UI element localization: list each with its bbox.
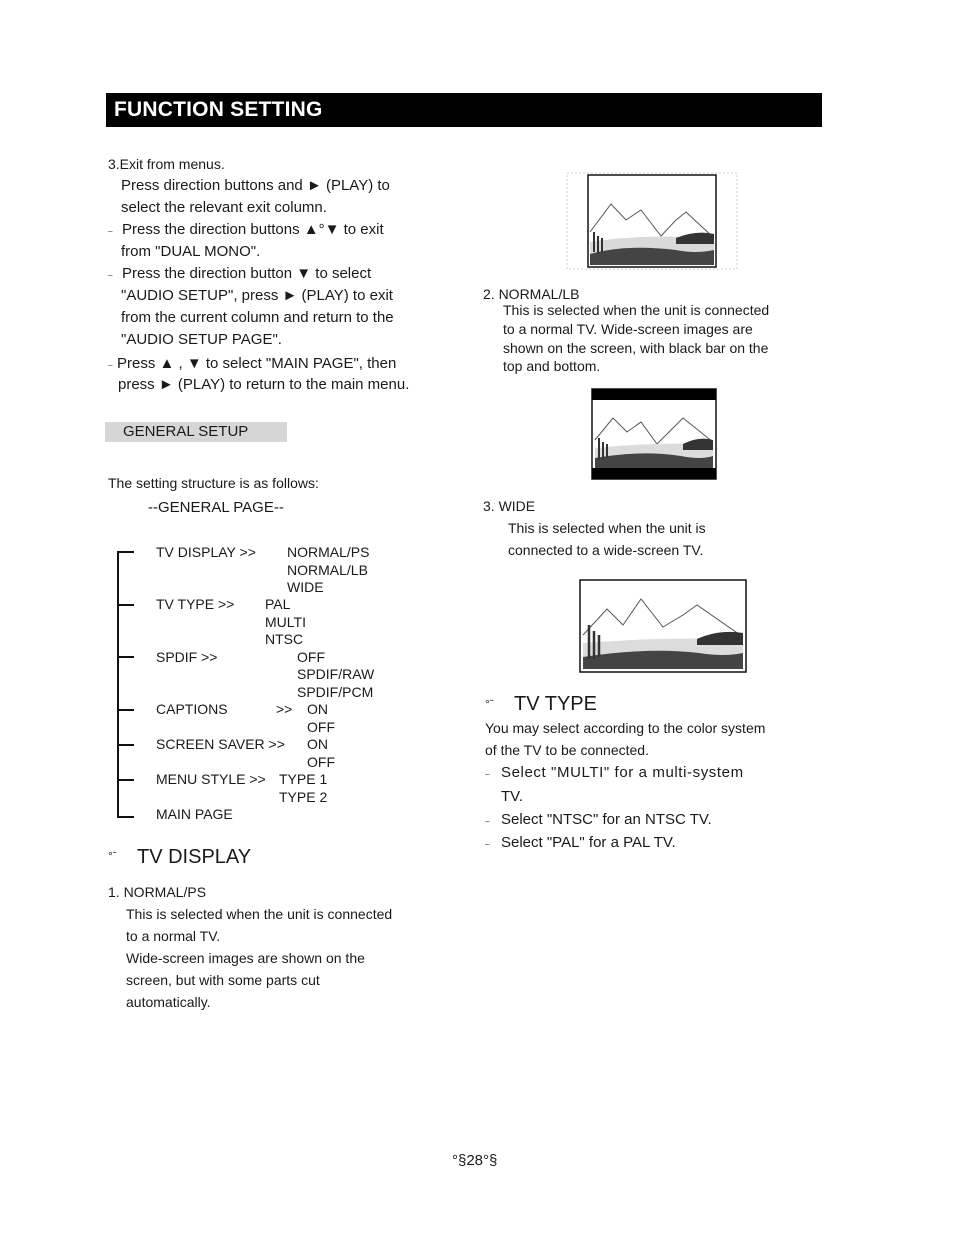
tree-option: OFF bbox=[307, 719, 335, 735]
heading-marker: °ˉ bbox=[108, 849, 117, 863]
bullet-marker: ˗ bbox=[108, 355, 113, 371]
normal-ps-line: screen, but with some parts cut bbox=[126, 972, 320, 988]
tv-display-heading: TV DISPLAY bbox=[137, 846, 252, 868]
normal-ps-line: to a normal TV. bbox=[126, 928, 221, 944]
tv-type-line: You may select according to the color system bbox=[485, 720, 766, 736]
tree-item-spdif: SPDIF >> bbox=[156, 649, 218, 665]
tree-item-captions: CAPTIONS bbox=[156, 701, 228, 717]
tree-branch bbox=[117, 656, 134, 658]
normal-ps-illustration bbox=[566, 172, 738, 270]
tv-type-bullet-ntsc: Select "NTSC" for an NTSC TV. bbox=[501, 811, 712, 828]
section-title-banner bbox=[106, 93, 822, 127]
exit-line-2: select the relevant exit column. bbox=[121, 199, 327, 216]
tree-option: NORMAL/PS bbox=[287, 544, 370, 560]
structure-intro: The setting structure is as follows: bbox=[108, 475, 319, 491]
tree-option: OFF bbox=[297, 649, 325, 665]
tree-item-screen-saver: SCREEN SAVER >> bbox=[156, 736, 285, 752]
tree-option: PAL bbox=[265, 596, 291, 612]
bullet-marker: ˗ bbox=[485, 764, 490, 780]
normal-lb-illustration bbox=[591, 388, 717, 480]
tree-item-tv-type: TV TYPE >> bbox=[156, 596, 235, 612]
bullet-marker: ˗ bbox=[108, 265, 113, 281]
page-number: °§28°§ bbox=[452, 1152, 498, 1169]
tree-option: NTSC bbox=[265, 631, 304, 647]
bullet-1-line-2: from "DUAL MONO". bbox=[121, 243, 261, 260]
tv-type-heading: TV TYPE bbox=[514, 693, 597, 715]
bullet-2-line-1: Press the direction button ▼ to select bbox=[122, 265, 372, 282]
tv-type-bullet-multi-cont: TV. bbox=[501, 788, 523, 805]
tree-branch bbox=[117, 551, 134, 553]
general-setup-label: GENERAL SETUP bbox=[123, 423, 249, 440]
tree-option: ON bbox=[307, 736, 328, 752]
wide-line: This is selected when the unit is bbox=[508, 520, 706, 536]
tree-option: TYPE 2 bbox=[279, 789, 328, 805]
bullet-2-line-3: from the current column and return to the bbox=[121, 309, 394, 326]
bullet-marker: ˗ bbox=[485, 834, 490, 850]
bullet-marker: ˗ bbox=[485, 811, 490, 827]
tree-branch bbox=[117, 779, 134, 781]
tree-branch bbox=[117, 604, 134, 606]
tree-option: SPDIF/RAW bbox=[297, 666, 375, 682]
normal-lb-line: top and bottom. bbox=[503, 358, 601, 374]
exit-step-title: 3.Exit from menus. bbox=[108, 156, 225, 172]
normal-lb-title: 2. NORMAL/LB bbox=[483, 286, 580, 302]
tree-item-tv-display: TV DISPLAY >> bbox=[156, 544, 256, 560]
heading-marker: °ˉ bbox=[485, 697, 494, 711]
tree-option: MULTI bbox=[265, 614, 306, 630]
tree-arrow: >> bbox=[276, 701, 293, 717]
tree-item-menu-style: MENU STYLE >> bbox=[156, 771, 266, 787]
tree-trunk bbox=[117, 551, 119, 818]
normal-ps-line: automatically. bbox=[126, 994, 211, 1010]
bullet-marker: ˗ bbox=[108, 221, 113, 237]
tree-option: WIDE bbox=[287, 579, 324, 595]
tree-option: OFF bbox=[307, 754, 335, 770]
tree-branch bbox=[117, 816, 134, 818]
bullet-1-line-1: Press the direction buttons ▲°▼ to exit bbox=[122, 221, 384, 238]
tv-type-bullet-multi: Select "MULTI" for a multi-system bbox=[501, 764, 744, 781]
normal-lb-line: This is selected when the unit is connected bbox=[503, 302, 770, 318]
normal-ps-title: 1. NORMAL/PS bbox=[108, 884, 207, 900]
bullet-2-line-2: "AUDIO SETUP", press ► (PLAY) to exit bbox=[121, 287, 393, 304]
tree-branch bbox=[117, 744, 134, 746]
tree-option: SPDIF/PCM bbox=[297, 684, 374, 700]
tree-branch bbox=[117, 709, 134, 711]
tree-option: TYPE 1 bbox=[279, 771, 328, 787]
tv-type-line: of the TV to be connected. bbox=[485, 742, 649, 758]
normal-lb-line: shown on the screen, with black bar on the bbox=[503, 340, 769, 356]
normal-ps-line: This is selected when the unit is connected bbox=[126, 906, 393, 922]
wide-line: connected to a wide-screen TV. bbox=[508, 542, 704, 558]
normal-ps-line: Wide-screen images are shown on the bbox=[126, 950, 365, 966]
general-setup-label-box bbox=[105, 422, 287, 442]
tv-type-bullet-pal: Select "PAL" for a PAL TV. bbox=[501, 834, 676, 851]
bullet-3-line-2: press ► (PLAY) to return to the main menu. bbox=[118, 376, 410, 393]
wide-illustration bbox=[579, 579, 747, 673]
bullet-3-line-1: Press ▲ , ▼ to select "MAIN PAGE", then bbox=[117, 355, 397, 372]
tree-item-main-page: MAIN PAGE bbox=[156, 806, 233, 822]
structure-page-title: --GENERAL PAGE-- bbox=[148, 499, 284, 516]
section-title: FUNCTION SETTING bbox=[114, 98, 323, 121]
normal-lb-line: to a normal TV. Wide-screen images are bbox=[503, 321, 753, 337]
tree-option: NORMAL/LB bbox=[287, 562, 368, 578]
exit-line-1: Press direction buttons and ► (PLAY) to bbox=[121, 177, 390, 194]
tree-option: ON bbox=[307, 701, 328, 717]
bullet-2-line-4: "AUDIO SETUP PAGE". bbox=[121, 331, 282, 348]
wide-title: 3. WIDE bbox=[483, 498, 536, 514]
